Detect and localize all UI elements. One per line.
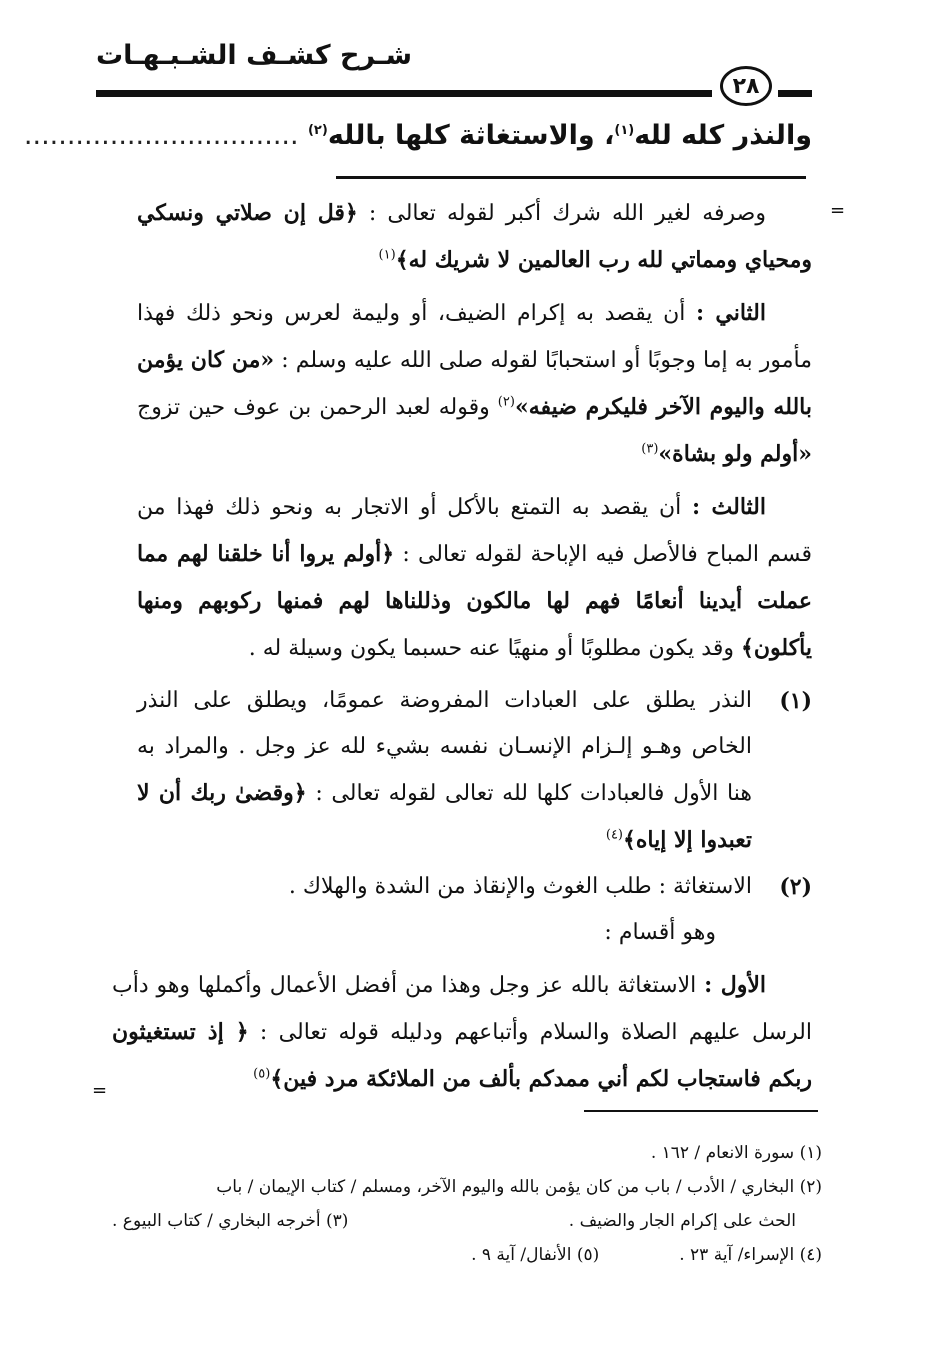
matn-line (23, 120, 812, 151)
matn-underline (336, 176, 806, 179)
note-2-number: (٢) (779, 874, 812, 900)
footnote-3: (٣) أخرجه البخاري / كتاب البيوع . (112, 1211, 349, 1231)
p3-quran-quote: ﴿أولم يروا أنا خلقنا لهم مما عملت أيدينا أنعامًا فهم لها مالكون وذللناها لهم فمنها ركوبهم ومنها يأكلون﴾ (137, 541, 812, 661)
p2-ref-1: (٢) (497, 394, 515, 410)
note-2-sub (137, 910, 812, 956)
note-1-number: (١) (779, 688, 812, 714)
paragraph-1 (137, 190, 812, 284)
note-2-quran-quote: ﴿ إذ تستغيثون ربكم فاستجاب لكم أني ممدكم بألف من الملائكة مرد فين﴾ (112, 1019, 812, 1092)
note-1-text: النذر يطلق على العبادات المفروضة عمومًا، ويطلق على النذر الخاص وهـو إلـزام الإنسـان نفسه بشيء لله عز وجل . والمراد به هنا الأول فالعبادات كلها لله تعالى لقوله تعالى : (137, 688, 753, 806)
footnotes (112, 1136, 822, 1272)
note-2-ref: (٥) (253, 1066, 271, 1082)
footnote-1: (١) سورة الانعام / ١٦٢ . (650, 1143, 822, 1163)
paragraph-3 (137, 484, 812, 672)
p2-text: أن يقصد به إكرام الضيف، أو وليمة لعرس ونحو ذلك فهذا مأمور به إما وجوبًا أو استحبابًا لقوله صلى الله عليه وسلم : (137, 301, 812, 373)
note-2-first-label: الأول : (704, 972, 766, 998)
p1-ref: (١) (378, 247, 396, 263)
note-2-first (112, 962, 812, 1103)
p3-label: الثالث : (692, 494, 766, 520)
p1-quran-quote: ﴿قل إن صلاتي ونسكي ومحياي ومماتي لله رب العالمين لا شريك له﴾ (137, 200, 812, 273)
margin-mark-2: = (92, 1080, 108, 1101)
running-header-title: شـرح كشـف الشـبـهـات (96, 40, 413, 71)
p2-ref-2: (٣) (641, 441, 659, 457)
p2-text-2: وقوله لعبد الرحمن بن عوف حين تزوج (137, 395, 490, 420)
margin-mark: = (830, 200, 846, 221)
footnote-4: (٤) الإسراء/ آية ٢٣ . (679, 1245, 822, 1265)
p3-text-2: وقد يكون مطلوبًا أو منهيًا عنه حسبما يكون وسيلة له . (248, 636, 734, 661)
p1-text: وصرفه لغير الله شرك أكبر لقوله تعالى : (368, 201, 766, 226)
page-number: ٢٨ (720, 66, 772, 106)
p2-hadith: «من كان يؤمن بالله واليوم الآخر فليكرم ضيفه» (137, 347, 813, 420)
note-2 (137, 864, 812, 910)
footnote-separator (584, 1110, 818, 1112)
note-1 (137, 678, 812, 864)
note-2-sub-text: وهو أقسام : (604, 920, 716, 945)
header-rule (96, 90, 712, 97)
footnote-5: (٥) الأنفال/ آية ٩ . (471, 1245, 600, 1265)
matn-ref-1: (١) (614, 123, 635, 138)
note-1-ref: (٤) (605, 827, 623, 843)
footnote-2-cont: الحث على إكرام الجار والضيف . (568, 1211, 796, 1231)
matn-text-2: ، والاستغاثة كلها بالله (327, 120, 615, 151)
header-rule-end (778, 90, 812, 97)
matn-dots: ................................ (23, 120, 299, 151)
note-2-first-text: الاستغاثة بالله عز وجل وهذا من أفضل الأعمال وأكملها وهو دأب الرسل عليهم الصلاة والسلام وأتباعهم ودليله قوله تعالى : (112, 973, 812, 1045)
p2-hadith-2: «أولم ولو بشاة» (658, 441, 812, 467)
p3-text: أن يقصد به التمتع بالأكل أو الاتجار به ونحو ذلك فهذا من قسم المباح فالأصل فيه الإباحة لقوله تعالى : (137, 495, 813, 567)
matn-ref-2: (٢) (307, 123, 328, 138)
footnote-2: (٢) البخاري / الأدب / باب من كان يؤمن بالله واليوم الآخر، ومسلم / كتاب الإيمان / باب (216, 1177, 822, 1197)
matn-text: والنذر كله لله (634, 120, 812, 151)
note-1-quran-quote: ﴿وقضىٰ ربك أن لا تعبدوا إلا إياه﴾ (137, 780, 752, 853)
note-2-text: الاستغاثة : طلب الغوث والإنقاذ من الشدة والهلاك . (288, 874, 752, 899)
paragraph-2 (137, 290, 812, 478)
commentary-body (112, 190, 813, 1109)
p2-label: الثاني : (695, 300, 766, 326)
